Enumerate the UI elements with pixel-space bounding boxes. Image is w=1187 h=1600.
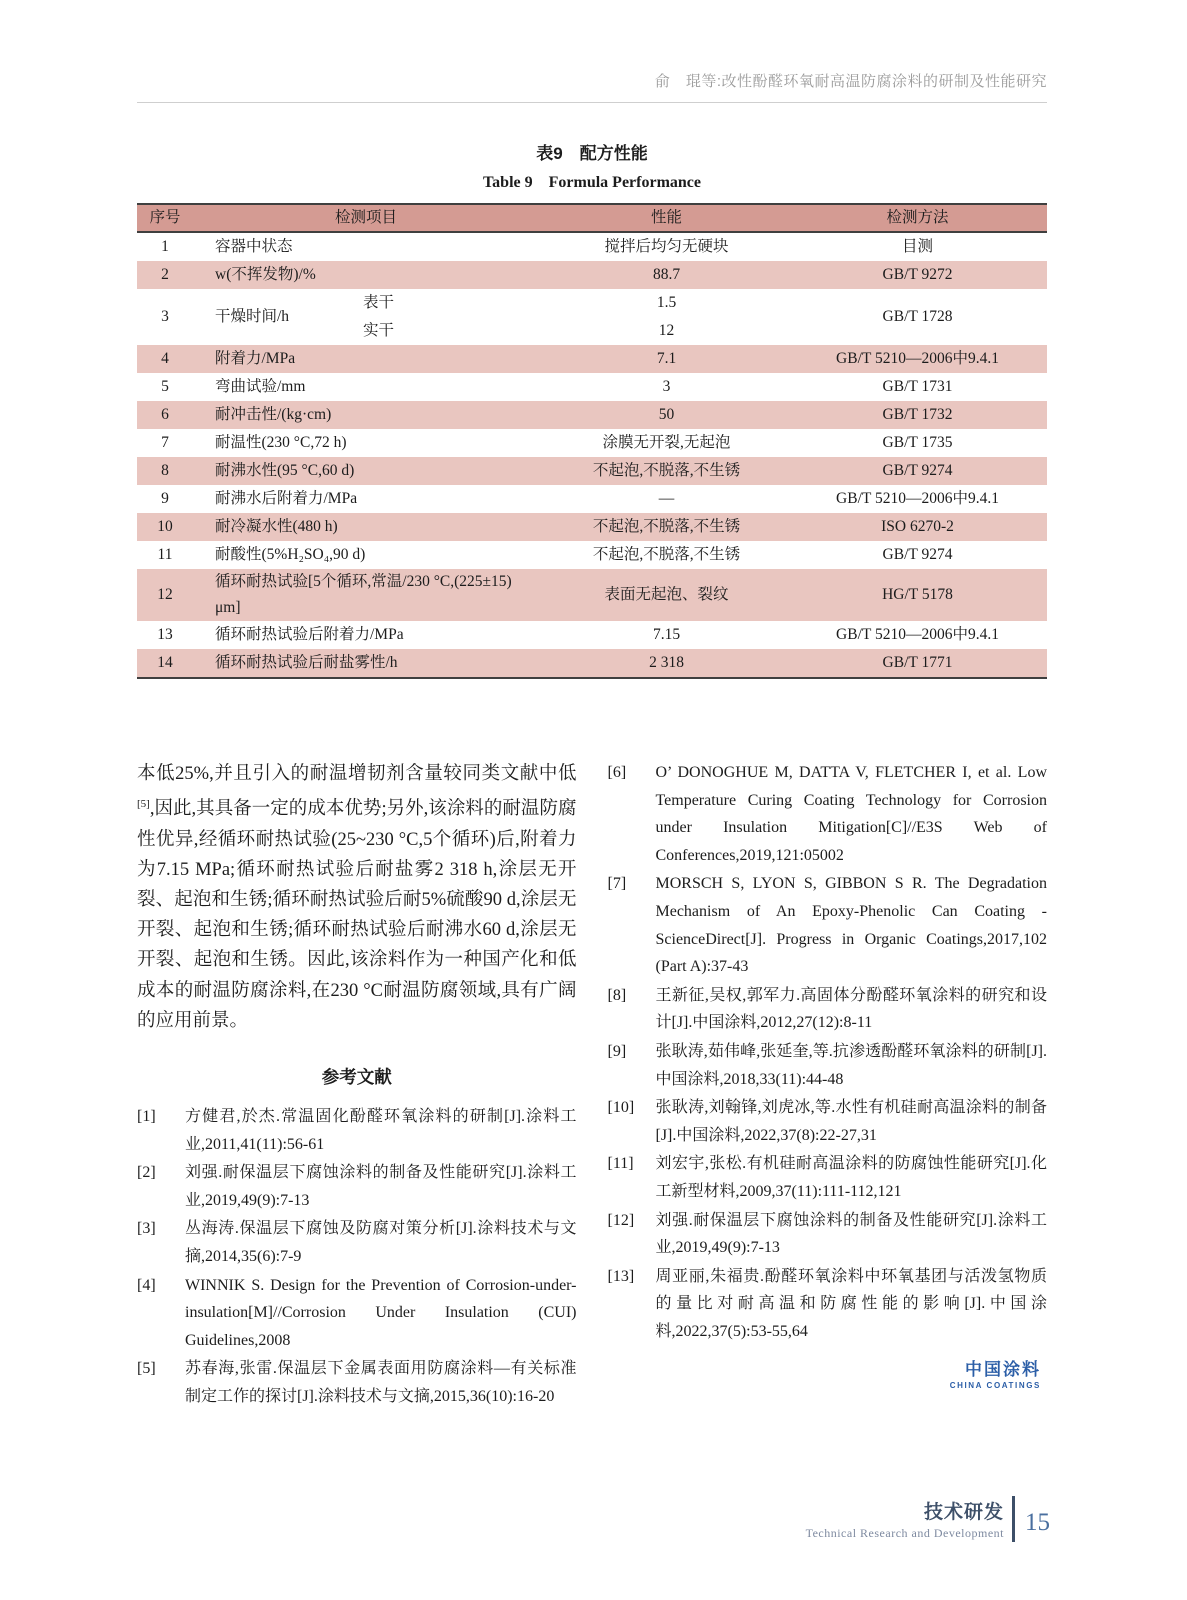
sub-value: 12: [658, 322, 675, 339]
reference-number: [8]: [607, 986, 627, 1004]
reference-item: [608, 1263, 1048, 1346]
sub-labels: [363, 289, 394, 345]
reference-number: [10]: [607, 1099, 635, 1117]
reference-text: 苏春海,张雷.保温层下金属表面用防腐涂料—有关标准制定工作的探讨[J].涂料技术与文摘,2015,36(10):16-20: [185, 1360, 577, 1405]
reference-number: [6]: [607, 764, 627, 781]
row-number: 12: [157, 586, 173, 603]
row-method: GB/T 1732: [882, 406, 953, 423]
logo-text-zh: 中国涂料: [965, 1360, 1041, 1380]
table-header-row: [137, 205, 1047, 233]
paragraph-text: 本低25%,并且引入的耐温增韧剂含量较同类文献中低: [137, 764, 577, 784]
sub-label: 实干: [363, 322, 395, 339]
sub-value: 1.5: [656, 294, 677, 311]
row-number: 10: [157, 518, 173, 535]
footer-section-en: Technical Research and Development: [805, 1526, 1004, 1540]
row-item: 耐冲击性/(kg·cm): [215, 406, 332, 423]
reference-text: 刘强.耐保温层下腐蚀涂料的制备及性能研究[J].涂料工业,2019,49(9):7-13: [185, 1164, 577, 1209]
table-row: [137, 401, 1047, 429]
sub-label: 表干: [363, 294, 395, 311]
reference-item: [137, 1159, 577, 1214]
row-performance: 3: [662, 378, 671, 395]
row-number: 11: [157, 546, 173, 563]
row-number: 13: [157, 626, 173, 643]
reference-number: [5]: [137, 1360, 156, 1378]
reference-text: WINNIK S. Design for the Prevention of Corrosion-under-insulation[M]//Corrosion Under Insulation (CUI) Guidelines,2008: [185, 1276, 577, 1349]
reference-item: [137, 1215, 577, 1270]
table-row: [137, 485, 1047, 513]
reference-item: [608, 1207, 1048, 1262]
row-method: GB/T 1728: [882, 308, 953, 325]
table-row: [137, 513, 1047, 541]
row-method: GB/T 9274: [882, 462, 953, 479]
table-row: [137, 457, 1047, 485]
references-heading: 参考文献: [321, 1066, 392, 1087]
row-method: GB/T 9272: [882, 266, 953, 283]
table-row: [137, 649, 1047, 677]
table-row: [137, 429, 1047, 457]
reference-item: [608, 870, 1048, 980]
row-number: 7: [161, 434, 169, 451]
row-number: 5: [161, 378, 169, 395]
row-item: 循环耐热试验后耐盐雾性/h: [215, 654, 398, 671]
item-label: 干燥时间/h: [215, 308, 290, 325]
table-row: [137, 345, 1047, 373]
reference-text: 刘宏宇,张松.有机硅耐高温涂料的防腐蚀性能研究[J].化工新型材料,2009,37(11):111-112,121: [655, 1155, 1047, 1200]
reference-text: 丛海涛.保温层下腐蚀及防腐对策分析[J].涂料技术与文摘,2014,35(6):7-9: [185, 1220, 577, 1265]
body-paragraph: [137, 759, 577, 1036]
reference-item: [137, 1103, 577, 1158]
reference-item: [608, 1150, 1048, 1205]
reference-text: 张耿涛,茹伟峰,张延奎,等.抗渗透酚醛环氧涂料的研制[J].中国涂料,2018,33(11):44-48: [655, 1042, 1047, 1088]
row-performance: 涂膜无开裂,无起泡: [602, 434, 731, 451]
table-row: [137, 289, 1047, 345]
table-row: [137, 261, 1047, 289]
row-performance: 搅拌后均匀无硬块: [604, 238, 729, 255]
row-method: HG/T 5178: [882, 586, 953, 603]
row-method: GB/T 1771: [882, 654, 953, 671]
row-number: 2: [161, 266, 169, 283]
row-performance: 7.1: [656, 350, 677, 367]
reference-item: [137, 1355, 577, 1410]
reference-number: [9]: [607, 1042, 627, 1060]
footer-section-zh: 技术研发: [923, 1502, 1004, 1523]
reference-text: O’ DONOGHUE M, DATTA V, FLETCHER I, et al. Low Temperature Curing Coating Technology for Corrosion under Insulation Mitigation[C]//E3S Web of Conferences,2019,121:05002: [655, 764, 1047, 864]
row-item: 耐沸水性(95 °C,60 d): [215, 462, 355, 479]
reference-text: 刘强.耐保温层下腐蚀涂料的制备及性能研究[J].涂料工业,2019,49(9):7-13: [655, 1211, 1047, 1257]
china-coatings-logo: [608, 1355, 1048, 1390]
row-number: 8: [161, 462, 169, 479]
row-performance: 不起泡,不脱落,不生锈: [592, 462, 741, 479]
row-number: 14: [157, 654, 173, 671]
row-method: GB/T 5210—2006中9.4.1: [836, 626, 999, 643]
formula-table-rows: [137, 233, 1047, 677]
table-row: [137, 373, 1047, 401]
logo-text-en: CHINA COATINGS: [949, 1381, 1041, 1391]
row-item: w(不挥发物)/%: [215, 266, 316, 283]
reference-number: [2]: [137, 1164, 156, 1182]
row-performance: 50: [658, 406, 675, 423]
reference-text: MORSCH S, LYON S, GIBBON S R. The Degradation Mechanism of An Epoxy-Phenolic Can Coating - ScienceDirect[J]. Progress in Organic Coatings,2017,102 (Part A):37-43: [655, 875, 1047, 976]
row-item: 耐酸性(5%H₂SO₄,90 d): [215, 546, 366, 563]
row-performance: 2 318: [649, 654, 684, 671]
reference-text: 张耿涛,刘翰锋,刘虎冰,等.水性有机硅耐高温涂料的制备[J].中国涂料,2022,37(8):22-27,31: [655, 1099, 1047, 1144]
row-method: GB/T 5210—2006中9.4.1: [836, 490, 999, 507]
row-performance: 不起泡,不脱落,不生锈: [592, 546, 741, 563]
reference-item: [608, 759, 1048, 869]
right-column: [608, 759, 1048, 1412]
row-method: GB/T 5210—2006中9.4.1: [836, 350, 999, 367]
row-performance: —: [658, 490, 675, 507]
row-item: 循环耐热试验[5个循环,常温/230 °C,(225±15) μm]: [215, 573, 512, 616]
reference-number: [3]: [137, 1220, 156, 1238]
page-footer: [806, 1496, 1050, 1542]
item-with-sub: [215, 289, 539, 345]
table-row: [137, 621, 1047, 649]
table-row: [137, 541, 1047, 569]
reference-item: [608, 982, 1048, 1037]
row-number: 6: [161, 406, 169, 423]
reference-number: [11]: [607, 1155, 634, 1173]
reference-text: 周亚丽,朱福贵.酚醛环氧涂料中环氧基团与活泼氢物质的量比对耐高温和防腐性能的影响[J].中国涂料,2022,37(5):53-55,64: [655, 1267, 1047, 1340]
references-list-left: [137, 1103, 577, 1411]
footer-section: [806, 1497, 1004, 1541]
row-method: GB/T 9274: [882, 546, 953, 563]
row-performance: [545, 289, 788, 345]
reference-text: 王新征,吴权,郭军力.高固体分酚醛环氧涂料的研究和设计[J].中国涂料,2012,27(12):8-11: [655, 986, 1047, 1032]
row-method: 目测: [901, 238, 933, 255]
row-item: [193, 289, 545, 345]
column-header-performance: 性能: [650, 209, 682, 226]
reference-number: [1]: [137, 1107, 156, 1125]
row-method: GB/T 1731: [882, 378, 953, 395]
left-column: [137, 759, 577, 1412]
row-performance: 7.15: [652, 626, 681, 643]
table-title-zh: 表9 配方性能: [536, 144, 648, 163]
row-item: 弯曲试验/mm: [215, 378, 306, 395]
column-header-method: 检测方法: [886, 209, 949, 226]
reference-number: [4]: [137, 1276, 156, 1294]
table-row: [137, 233, 1047, 261]
formula-performance-table: [137, 203, 1047, 679]
row-item: 循环耐热试验后附着力/MPa: [215, 626, 404, 643]
body-columns: [137, 759, 1047, 1412]
reference-text: 方健君,於杰.常温固化酚醛环氧涂料的研制[J].涂料工业,2011,41(11):56-61: [185, 1107, 577, 1153]
row-number: 4: [161, 350, 169, 367]
footer-divider: [1012, 1496, 1015, 1542]
row-method: ISO 6270-2: [881, 518, 954, 535]
reference-number: [13]: [607, 1267, 635, 1285]
row-performance: 表面无起泡、裂纹: [604, 586, 729, 603]
reference-number: [12]: [607, 1211, 635, 1229]
row-item: 耐冷凝水性(480 h): [215, 518, 338, 535]
row-method: GB/T 1735: [882, 434, 953, 451]
row-item: 耐温性(230 °C,72 h): [215, 434, 347, 451]
paragraph-text: ,因此,其具备一定的成本优势;另外,该涂料的耐温防腐性优异,经循环耐热试验(25~230 °C,5个循环)后,附着力为7.15 MPa;循环耐热试验后耐盐雾2 318 h,涂层无开裂、起泡和生锈;循环耐热试验后耐5%硫酸90 d,涂层无开裂、起泡和生锈;循环耐热试验后耐沸水60 d,涂层无开裂、起泡和生锈。因此,该涂料作为一种国产化和低成本的耐温防腐涂料,在230 °C耐温防腐领域,具有广阔的应用前景。: [137, 799, 577, 1031]
row-number: 9: [161, 490, 169, 507]
table-title-en: Table 9 Formula Performance: [482, 174, 702, 191]
row-performance: 不起泡,不脱落,不生锈: [592, 518, 741, 535]
table-row: [137, 569, 1047, 621]
reference-item: [608, 1038, 1048, 1093]
column-header-item: 检测项目: [334, 209, 397, 226]
citation-marker: [5]: [137, 798, 150, 811]
references-list-right: [608, 759, 1048, 1345]
row-item: 耐沸水后附着力/MPa: [215, 490, 358, 507]
row-number: 3: [161, 308, 169, 325]
row-number: 1: [161, 238, 169, 255]
row-performance: 88.7: [652, 266, 681, 283]
reference-item: [137, 1272, 577, 1355]
reference-item: [608, 1094, 1048, 1149]
running-head: 俞 琨等:改性酚醛环氧耐高温防腐涂料的研制及性能研究: [137, 70, 1047, 103]
column-header-no: 序号: [149, 209, 181, 226]
row-item: 容器中状态: [215, 238, 293, 255]
page-number: 15: [1025, 1509, 1050, 1536]
reference-number: [7]: [607, 875, 627, 893]
row-item: 附着力/MPa: [215, 350, 296, 367]
